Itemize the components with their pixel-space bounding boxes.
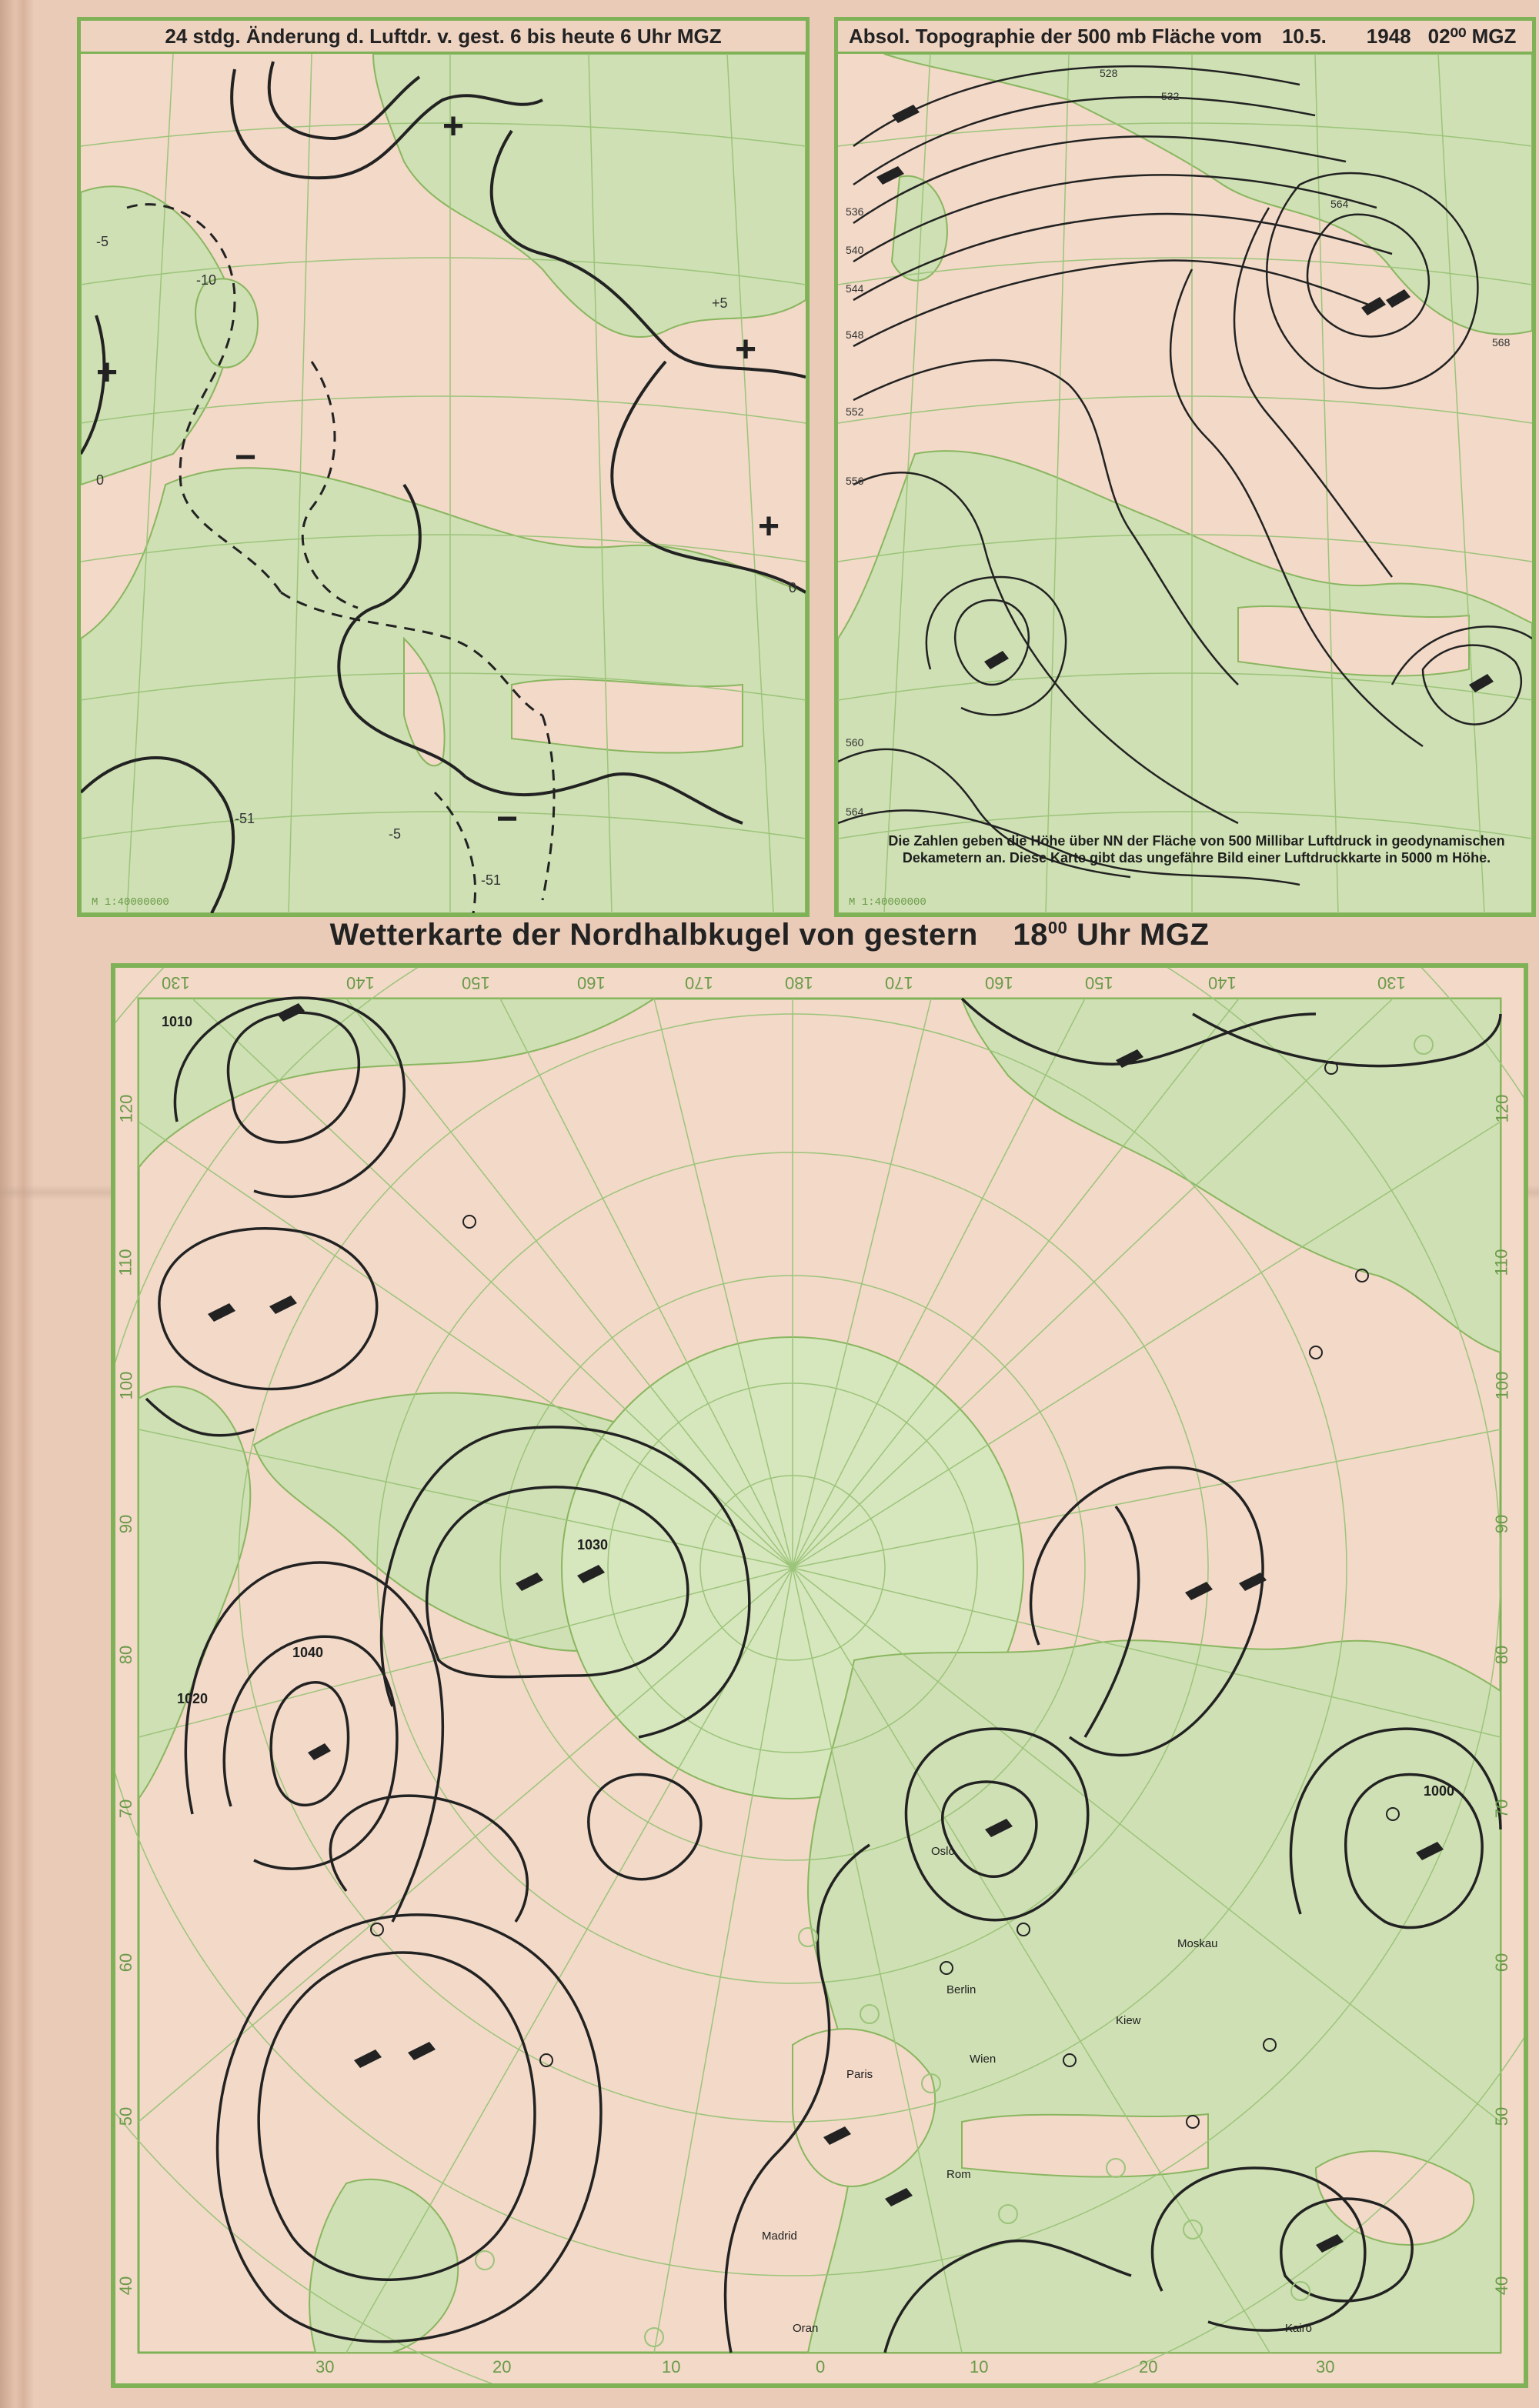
isobar-label: 1020	[177, 1691, 209, 1706]
svg-text:-5: -5	[96, 234, 109, 249]
pressure-change-map-header	[81, 21, 806, 54]
left-axis-label: 120	[116, 1094, 136, 1123]
bottom-axis-label: 10	[662, 2357, 681, 2376]
svg-text:548: 548	[846, 329, 864, 341]
northern-hemisphere-map-svg	[115, 968, 1524, 2383]
time-hour: 18	[1013, 918, 1048, 952]
left-axis-label: 90	[116, 1514, 136, 1534]
pressure-change-map	[77, 17, 810, 917]
svg-text:-51: -51	[235, 811, 255, 826]
pressure-change-map-svg	[81, 54, 806, 913]
pressure-change-map-body	[81, 54, 806, 913]
pressure-change-map-title: 24 stdg. Änderung d. Luftdr. v. gest. 6 bis heute 6 Uhr MGZ	[165, 24, 722, 48]
topography-500mb-map-title: Absol. Topographie der 500 mb Fläche vom	[849, 24, 1262, 48]
svg-text:560: 560	[846, 736, 864, 749]
bottom-axis-label: 20	[492, 2357, 512, 2376]
top-axis-label: 180	[785, 973, 813, 992]
topography-500mb-map-body	[838, 54, 1532, 913]
top-axis-label: 140	[1208, 973, 1237, 992]
main-map-title	[0, 918, 1539, 952]
top-axis-label: 130	[162, 973, 190, 992]
svg-text:540: 540	[846, 244, 864, 256]
top-axis-label: 160	[577, 973, 606, 992]
bottom-axis-label: 0	[816, 2357, 826, 2376]
top-axis-label: 150	[462, 973, 490, 992]
top-axis-label: 130	[1377, 973, 1406, 992]
right-axis-label: 50	[1492, 2106, 1512, 2126]
bottom-axis-label: 30	[315, 2357, 335, 2376]
svg-text:+5: +5	[712, 295, 728, 311]
left-axis-label: 60	[116, 1953, 136, 1973]
topography-500mb-map-header	[838, 21, 1532, 54]
svg-text:568: 568	[1492, 336, 1511, 349]
svg-text:552: 552	[846, 405, 864, 418]
right-axis-label: 40	[1492, 2276, 1512, 2296]
right-axis-label: 80	[1492, 1645, 1512, 1665]
left-axis-label: 40	[116, 2276, 136, 2296]
top-axis-label: 140	[346, 973, 375, 992]
right-axis-label: 110	[1491, 1249, 1511, 1276]
topography-500mb-map-year: 1948	[1366, 24, 1411, 48]
svg-text:564: 564	[1330, 198, 1349, 210]
place-label: Berlin	[946, 1983, 976, 1996]
topography-500mb-map-scale: M 1:40000000	[849, 896, 926, 909]
place-label: Rom	[946, 2168, 971, 2181]
place-label: Oslo	[931, 1845, 955, 1858]
right-axis-label: 100	[1492, 1371, 1512, 1400]
left-axis-label: 70	[116, 1799, 136, 1819]
topography-500mb-map-date: 10.5.	[1281, 24, 1327, 48]
main-map-title-time	[1013, 918, 1209, 952]
contour-label	[846, 846, 854, 854]
top-axis-label: 150	[1085, 973, 1113, 992]
svg-text:0: 0	[789, 580, 797, 595]
place-label: Madrid	[762, 2230, 797, 2243]
topography-500mb-map	[834, 17, 1536, 917]
time-suffix: Uhr MGZ	[1077, 918, 1210, 952]
left-axis-label: 100	[116, 1371, 136, 1400]
place-label: Oran	[793, 2322, 819, 2335]
svg-text:-10: -10	[196, 272, 217, 288]
svg-text:+: +	[735, 329, 757, 370]
svg-text:-5: -5	[389, 826, 402, 842]
svg-text:−: −	[496, 799, 519, 839]
svg-text:536: 536	[846, 205, 864, 218]
main-map-title-text: Wetterkarte der Nordhalbkugel von gestern	[329, 918, 978, 952]
svg-text:−: −	[235, 437, 257, 478]
bottom-axis-label: 10	[970, 2357, 989, 2376]
left-axis-label: 50	[116, 2106, 136, 2126]
right-axis-label: 90	[1492, 1514, 1512, 1534]
place-label: Paris	[846, 2068, 873, 2081]
right-axis-label: 70	[1492, 1799, 1512, 1819]
topography-note: Die Zahlen geben die Höhe über NN der Fläche von 500 Millibar Luftdruck in geodynamischen Dekametern an. Diese Karte gibt das ungefähre Bild einer Luftdruckkarte in 5000 m Höhe.	[888, 833, 1505, 865]
bottom-axis-label: 30	[1316, 2357, 1335, 2376]
svg-text:-51: -51	[481, 872, 502, 888]
svg-text:564: 564	[846, 805, 864, 818]
isobar-label: 1000	[1424, 1783, 1455, 1799]
svg-text:544: 544	[846, 282, 864, 295]
top-axis-label: 160	[985, 973, 1013, 992]
change-label	[92, 846, 100, 854]
svg-text:556: 556	[846, 475, 864, 487]
left-axis-label: 110	[115, 1249, 135, 1276]
isobar-label: 1010	[162, 1014, 193, 1029]
svg-text:+: +	[96, 352, 119, 393]
svg-text:532: 532	[1161, 90, 1180, 102]
isobar-label: 1040	[292, 1645, 324, 1660]
place-label: Wien	[970, 2053, 997, 2066]
topography-500mb-map-time: 02⁰⁰ MGZ	[1427, 24, 1517, 48]
pressure-change-map-scale: M 1:40000000	[92, 896, 169, 909]
right-axis-label: 60	[1492, 1953, 1512, 1973]
bottom-axis-label: 20	[1139, 2357, 1158, 2376]
top-axis-label: 170	[885, 973, 913, 992]
svg-text:0: 0	[96, 472, 105, 488]
left-axis-label: 80	[116, 1645, 136, 1665]
time-minutes: 00	[1047, 918, 1068, 938]
page-edge	[0, 0, 34, 2408]
right-axis-label: 120	[1492, 1094, 1512, 1123]
place-label: Kiew	[1116, 2014, 1141, 2027]
svg-text:+: +	[442, 106, 465, 147]
isobar-label: 1030	[577, 1537, 609, 1553]
place-label: Kairo	[1285, 2322, 1313, 2335]
topography-500mb-map-svg	[838, 54, 1532, 913]
place-label: Moskau	[1177, 1937, 1218, 1950]
northern-hemisphere-weather-map	[111, 963, 1528, 2388]
svg-text:528: 528	[1100, 67, 1118, 79]
top-axis-label: 170	[685, 973, 713, 992]
svg-text:+: +	[758, 506, 780, 547]
